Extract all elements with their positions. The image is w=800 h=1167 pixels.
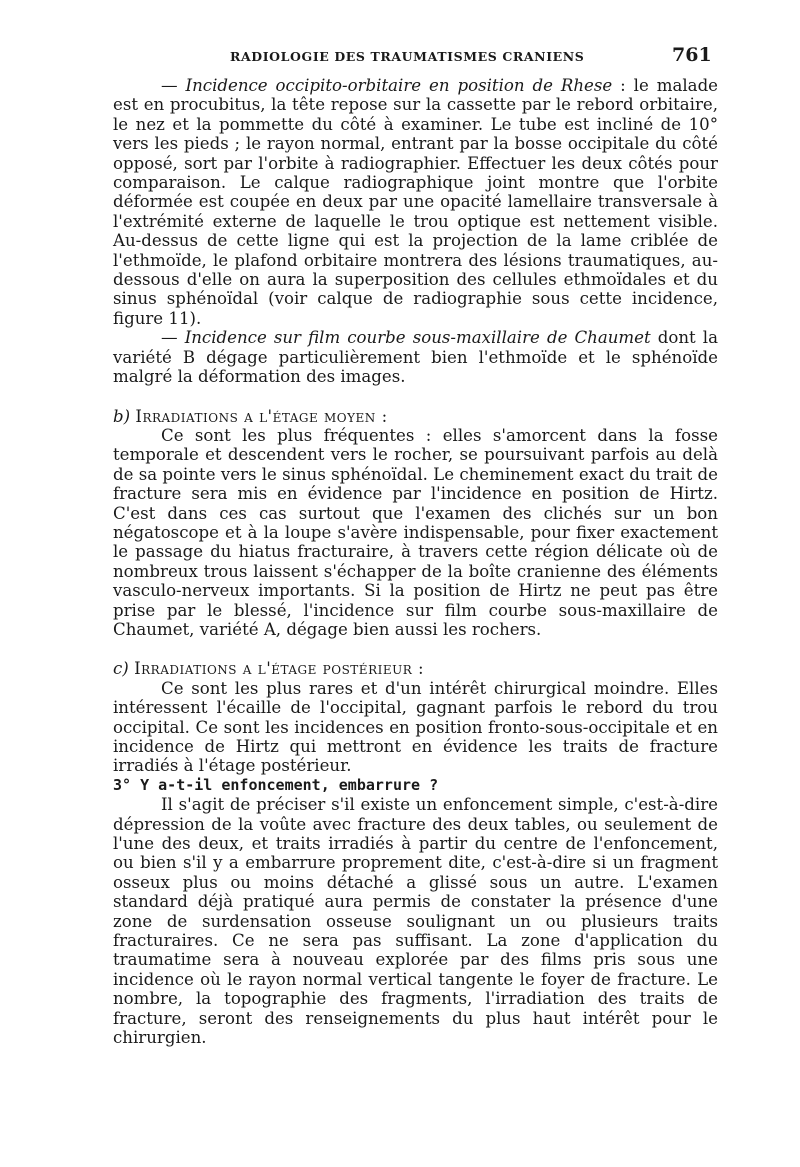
section-heading-b	[113, 407, 718, 426]
running-title: RADIOLOGIE DES TRAUMATISMES CRANIENS	[230, 49, 585, 64]
dash: —	[161, 328, 185, 348]
paragraph-section-b: Ce sont les plus fréquentes : elles s'amorcent dans la fosse temporale et descendent vers le rocher, se poursuivant parfois au delà de sa pointe vers le sinus sphénoïdal. Le cheminement exact du trait de fracture sera mis en évidence par l'incidence en position de Hirtz. C'est dans ces cas surtout que l'examen des clichés sur un bon négatoscope et à la loupe s'avère indispensable, pour fixer exactement le passage du hiatus fracturaire, à travers cette région délicate où de nombreux trous laissent s'échapper de la boîte cranienne des éléments vasculo-nerveux importants. Si la position de Hirtz ne peut pas être prise par le blessé, l'incidence sur film courbe sous-maxillaire de Chaumet, variété A, dégage bien aussi les rochers.	[113, 425, 718, 639]
dash: —	[161, 76, 186, 95]
incidence-title-rhese: Incidence occipito-orbitaire en position de Rhese	[185, 76, 613, 95]
paragraph-section-c: Ce sont les plus rares et d'un intérêt chirurgical moindre. Elles intéressent l'écaille de l'occipital, gagnant parfois le rebord du trou occipital. Ce sont les incidences en position fronto-sous-occipitale et en incidence de Hirtz qui mettront en évidence les traits de fracture irradiés à l'étage postérieur.	[113, 678, 718, 776]
running-header	[0, 46, 800, 68]
paragraph-chaumet-incidence	[113, 328, 718, 386]
body-text	[113, 76, 718, 1048]
section-label: Irradiations a l'étage postérieur :	[134, 659, 425, 679]
section-letter: b)	[113, 406, 131, 426]
paragraph-text: dont la variété B dégage particulièrement bien l'ethmoïde et le sphénoïde malgré la déformation des images.	[113, 328, 719, 387]
section-letter: c)	[113, 659, 129, 679]
paragraph-section-3: Il s'agit de préciser s'il existe un enfoncement simple, c'est-à-dire dépression de la voûte avec fracture des deux tables, ou seulement de l'une des deux, et traits irradiés à partir du centre de l'enfoncement, ou bien s'il y a embarrure proprement dite, c'est-à-dire si un fragment osseux plus ou moins détaché a glissé sous un autre. L'examen standard déjà pratiqué aura permis de constater la présence d'une zone de surdensation osseuse soulignant un ou plusieurs traits fracturaires. Ce ne sera pas suffisant. La zone d'application du traumatime sera à nouveau explorée par des films pris sous une incidence où le rayon normal vertical tangente le foyer de fracture. Le nombre, la topographie des fragments, l'irradiation des traits de fracture, seront des renseignements du plus haut intérêt pour le chirurgien.	[113, 795, 718, 1048]
section-heading-c	[113, 659, 718, 678]
paragraph-rhese-incidence	[113, 76, 718, 328]
paragraph-text: : le malade est en procubitus, la tête repose sur la cassette par le rebord orbitaire, le nez et la pommette du côté à examiner. Le tube est incliné de 10° vers les pieds ; le rayon normal, entrant par la bosse occipitale du côté opposé, sort par l'orbite à radiographier. Effectuer les deux côtés pour comparaison. Le calque radiographique joint montre que l'orbite déformée est coupée en deux par une opacité lamellaire transversale à l'extrémité externe de laquelle le trou optique est nettement visible. Au-dessus de cette ligne qui est la projection de la lame criblée de l'ethmoïde, le plafond orbitaire montrera des lésions traumatiques, au-dessous d'elle on aura la superposition des cellules ethmoïdales et du sinus sphénoïdal (voir calque de radiographie sous cette incidence, figure 11).	[113, 76, 719, 328]
section-heading-3: 3° Y a-t-il enfoncement, embarrure ?	[113, 775, 439, 794]
incidence-title-chaumet: Incidence sur film courbe sous-maxillaire de Chaumet	[184, 328, 651, 348]
page-number: 761	[672, 44, 712, 66]
section-label: Irradiations a l'étage moyen :	[135, 406, 388, 426]
